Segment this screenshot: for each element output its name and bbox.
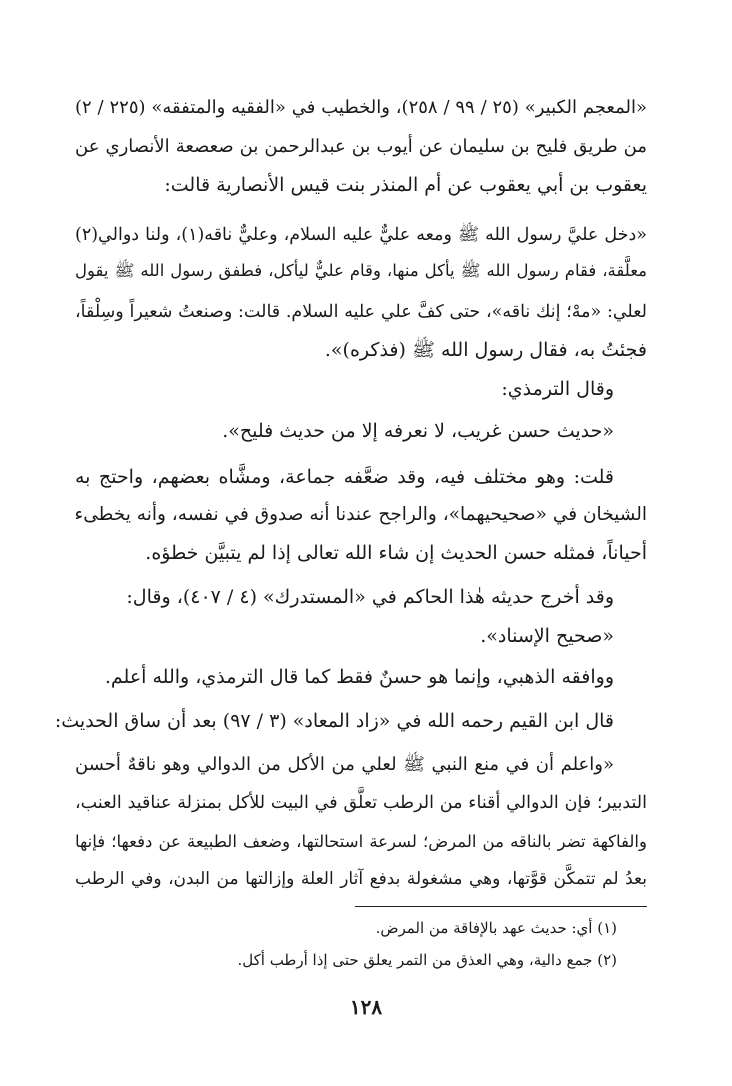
text-line-15: ووافقه الذهبي، وإنما هو حسنٌ فقط كما قال الترمذي، والله أعلم. <box>104 666 614 688</box>
text-line-12: أحياناً، فمثله حسن الحديث إن شاء الله تعالى إذا لم يتبيَّن خطؤه. <box>145 542 647 564</box>
text-line-7: فجئتُ به، فقال رسول الله ﷺ (فذكره)». <box>324 339 647 361</box>
text-line-18: التدبير؛ فإن الدوالي أقناء من الرطب تعلَّق في البيت للأكل بمنزلة عناقيد العنب، <box>75 793 647 813</box>
footnote-divider <box>355 906 647 907</box>
text-line-14: «صحيح الإسناد». <box>480 625 614 647</box>
text-line-5: معلَّقة، فقام رسول الله ﷺ يأكل منها، وقام عليٌّ ليأكل، فطفق رسول الله ﷺ يقول <box>75 261 647 280</box>
text-line-20: بعدُ لم تتمكَّن قوَّتها، وهي مشغولة بدفع آثار العلة وإزالتها من البدن، وفي الرطب <box>75 869 647 889</box>
footnote-2: (٢) جمع دالية، وهي العذق من التمر يعلق حتى إذا أرطب أكل. <box>237 951 617 969</box>
text-line-11: الشيخان في «صحيحيهما»، والراجح عندنا أنه صدوق في نفسه، وأنه يخطىء <box>74 504 647 525</box>
text-line-10: قلت: وهو مختلف فيه، وقد ضعَّفه جماعة، ومشَّاه بعضهم، واحتج به <box>75 466 614 488</box>
text-line-1: «المعجم الكبير» (٢٥ / ٩٩ / ٢٥٨)، والخطيب في «الفقيه والمتفقه» (٢٢٥ / ٢) <box>75 97 648 118</box>
text-line-6: لعلي: «مهْ؛ إنك ناقه»، حتى كفَّ علي عليه السلام. قالت: وصنعتُ شعيراً وسِلْقاً، <box>75 302 647 322</box>
text-line-2: من طريق فليح بن سليمان عن أيوب بن عبدالرحمن بن صعصعة الأنصاري عن <box>75 136 647 157</box>
page-number: ١٢٨ <box>349 995 383 1019</box>
text-line-17: «واعلم أن في منع النبي ﷺ لعلي من الأكل من الدوالي وهو ناقهٌ أحسن <box>75 754 614 775</box>
text-line-9: «حديث حسن غريب، لا نعرفه إلا من حديث فليح». <box>222 420 614 442</box>
footnote-1: (١) أي: حديث عهد بالإفاقة من المرض. <box>375 919 617 937</box>
text-line-4: «دخل عليَّ رسول الله ﷺ ومعه عليٌّ عليه السلام، وعليٌّ ناقه(١)، ولنا دوالي(٢) <box>75 225 647 245</box>
text-line-8: وقال الترمذي: <box>501 378 614 400</box>
text-line-19: والفاكهة تضر بالناقه من المرض؛ لسرعة استحالتها، وضعف الطبيعة عن دفعها؛ فإنها <box>75 832 647 851</box>
text-line-16: قال ابن القيم رحمه الله في «زاد المعاد» (٣ / ٩٧) بعد أن ساق الحديث: <box>54 710 614 732</box>
text-line-3: يعقوب بن أبي يعقوب عن أم المنذر بنت قيس الأنصارية قالت: <box>164 174 647 196</box>
text-line-13: وقد أخرج حديثه هٰذا الحاكم في «المستدرك» (٤ / ٤٠٧)، وقال: <box>126 586 614 608</box>
